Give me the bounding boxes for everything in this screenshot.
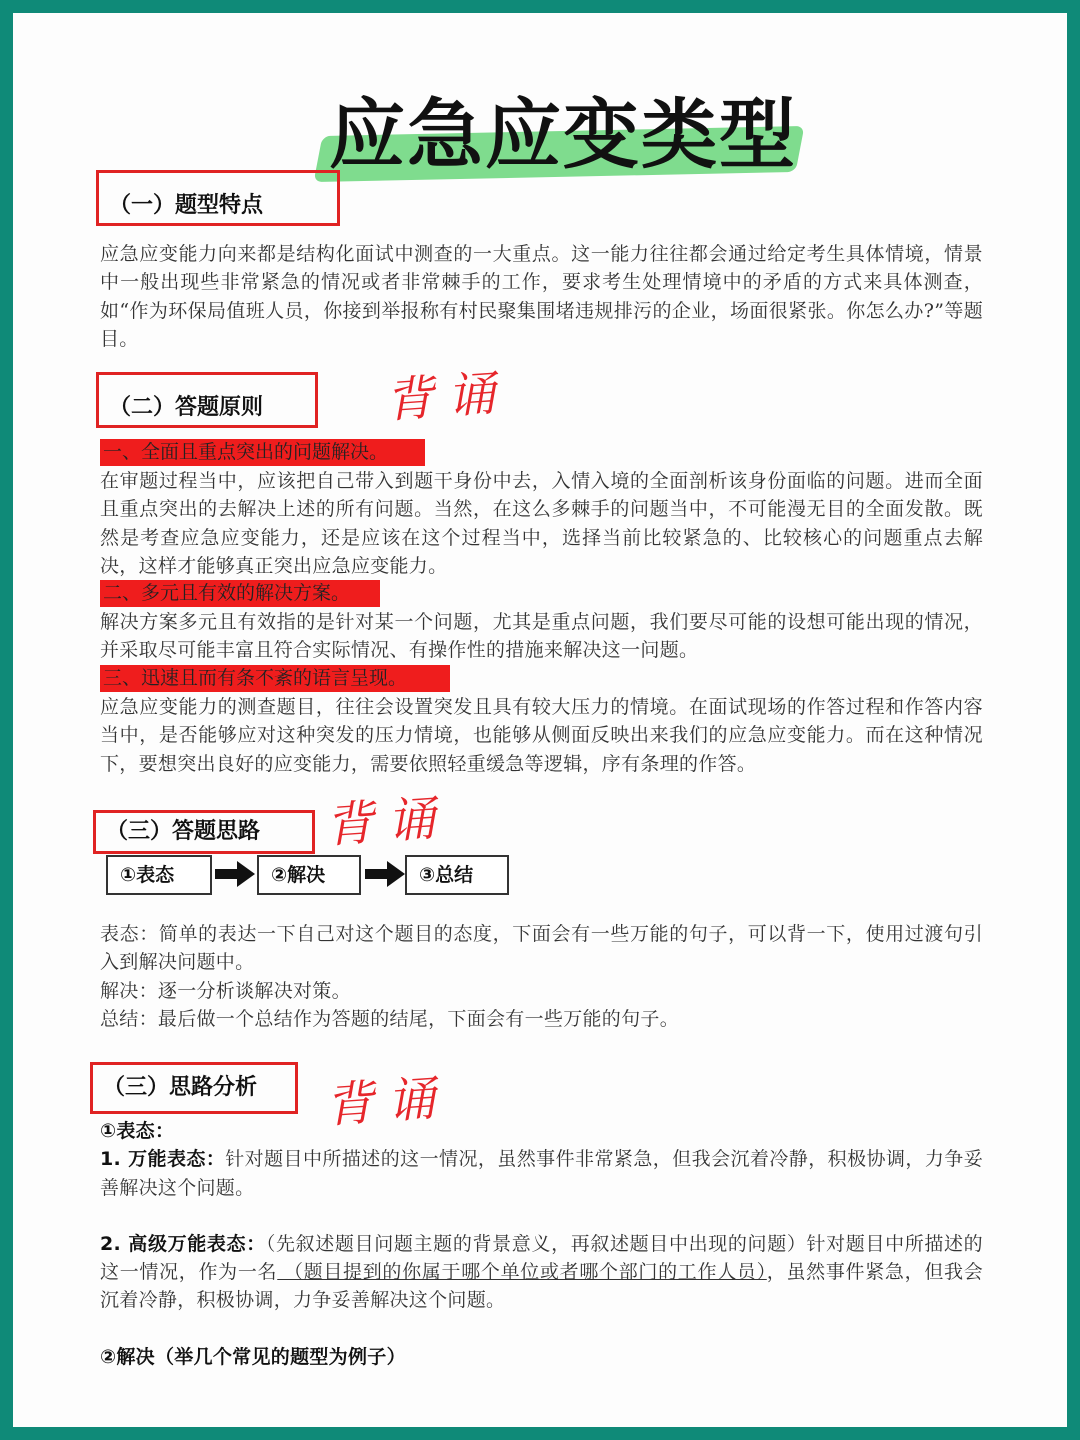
principle-1-paragraph bbox=[100, 467, 983, 580]
features-paragraph bbox=[100, 240, 983, 353]
item-2-blank: （题目提到的你属于哪个单位或者哪个部门的工作人员） bbox=[277, 1261, 767, 1284]
analysis-subheading-statement: ①表态： bbox=[100, 1120, 175, 1142]
flow-step-3: ③总结 bbox=[405, 855, 509, 895]
page-title: 应急应变类型 bbox=[329, 90, 797, 179]
arrow-right-icon bbox=[215, 861, 255, 887]
spacer bbox=[100, 1315, 983, 1343]
principle-2-text: 解决方案多元且有效指的是针对某一个问题，尤其是重点问题，我们要尽可能的设想可能出现的情况，并采取尽可能丰富且符合实际情况、有操作性的措施来解决这一问题。 bbox=[100, 611, 983, 662]
item-2-text-a: （先叙述题目问题主题的背景意义，再叙述题目中出现的问题）针对题目中所描述的这一情况，作为一名 bbox=[100, 1232, 983, 1284]
flow-step-1: ①表态 bbox=[106, 855, 212, 895]
section-heading-analysis: （三）思路分析 bbox=[90, 1062, 298, 1114]
principle-3-text: 应急应变能力的测查题目，往往会设置突发且具有较大压力的情境。在面试现场的作答过程和作答内容当中，是否能够应对这种突发的压力情境，也能够从侧面反映出来我们的应急应变能力。而在这种情况下，要想突出良好的应变能力，需要依照轻重缓急等逻辑，序有条理的作答。 bbox=[100, 696, 983, 775]
item-2-text-b: ，虽然事件紧急，但我会沉着冷静，积极协调，力争妥善解决这个问题。 bbox=[100, 1261, 984, 1312]
section-heading-features: （一）题型特点 bbox=[96, 170, 340, 226]
principle-2-label: 二、多元且有效的解决方案。 bbox=[100, 580, 380, 607]
handwritten-note-analysis: 背诵 bbox=[323, 1069, 452, 1135]
approach-paragraph bbox=[100, 920, 983, 1033]
analysis-block bbox=[100, 1117, 983, 1371]
item-2-label: 2. 高级万能表态： bbox=[100, 1232, 266, 1255]
approach-line-summary: 总结：最后做一个总结作为答题的结尾，下面会有一些万能的句子。 bbox=[100, 1007, 680, 1030]
handwritten-note-principles: 背诵 bbox=[383, 364, 512, 430]
principle-2-paragraph bbox=[100, 608, 983, 665]
flow-step-2: ②解决 bbox=[257, 855, 361, 895]
section-heading-principles: （二）答题原则 bbox=[96, 372, 318, 428]
principle-1-label: 一、全面且重点突出的问题解决。 bbox=[100, 439, 425, 466]
principle-1-text: 在审题过程当中，应该把自己带入到题干身份中去，入情入境的全面剖析该身份面临的问题。进而全面且重点突出的去解决上述的所有问题。当然，在这么多棘手的问题当中，不可能漫无目的全面发散。既然是考查应急应变能力，还是应该在这个过程当中，选择当前比较紧急的、比较核心的问题重点去解决，这样才能够真正突出应急应变能力。 bbox=[100, 470, 983, 577]
handwritten-note-approach: 背诵 bbox=[323, 789, 452, 855]
item-1-text: 针对题目中所描述的这一情况，虽然事件非常紧急，但我会沉着冷静，积极协调，力争妥善解决这个问题。 bbox=[100, 1148, 983, 1199]
section-heading-approach: （三）答题思路 bbox=[93, 810, 315, 854]
principle-3-paragraph bbox=[100, 693, 983, 778]
approach-line-statement: 表态：简单的表达一下自己对这个题目的态度，下面会有一些万能的句子，可以背一下，使用过渡句引入到解决问题中。 bbox=[100, 923, 983, 974]
page bbox=[13, 13, 1067, 1427]
features-text: 应急应变能力向来都是结构化面试中测查的一大重点。这一能力往往都会通过给定考生具体情境，情景中一般出现些非常紧急的情况或者非常棘手的工作，要求考生处理情境中的矛盾的方式来具体测查，如“作为环保局值班人员，你接到举报称有村民聚集围堵违规排污的企业，场面很紧张。你怎么办?”等题目。 bbox=[100, 243, 983, 350]
analysis-item-1 bbox=[100, 1145, 983, 1202]
spacer bbox=[100, 1202, 983, 1230]
arrow-right-icon bbox=[365, 861, 405, 887]
principle-3-label: 三、迅速且而有条不紊的语言呈现。 bbox=[100, 665, 450, 692]
title-block bbox=[313, 89, 813, 189]
analysis-subheading-solve: ②解决（举几个常见的题型为例子） bbox=[100, 1345, 406, 1368]
approach-line-solve: 解决：逐一分析谈解决对策。 bbox=[100, 979, 351, 1002]
item-1-label: 1. 万能表态： bbox=[100, 1148, 226, 1171]
analysis-item-2 bbox=[100, 1230, 983, 1315]
